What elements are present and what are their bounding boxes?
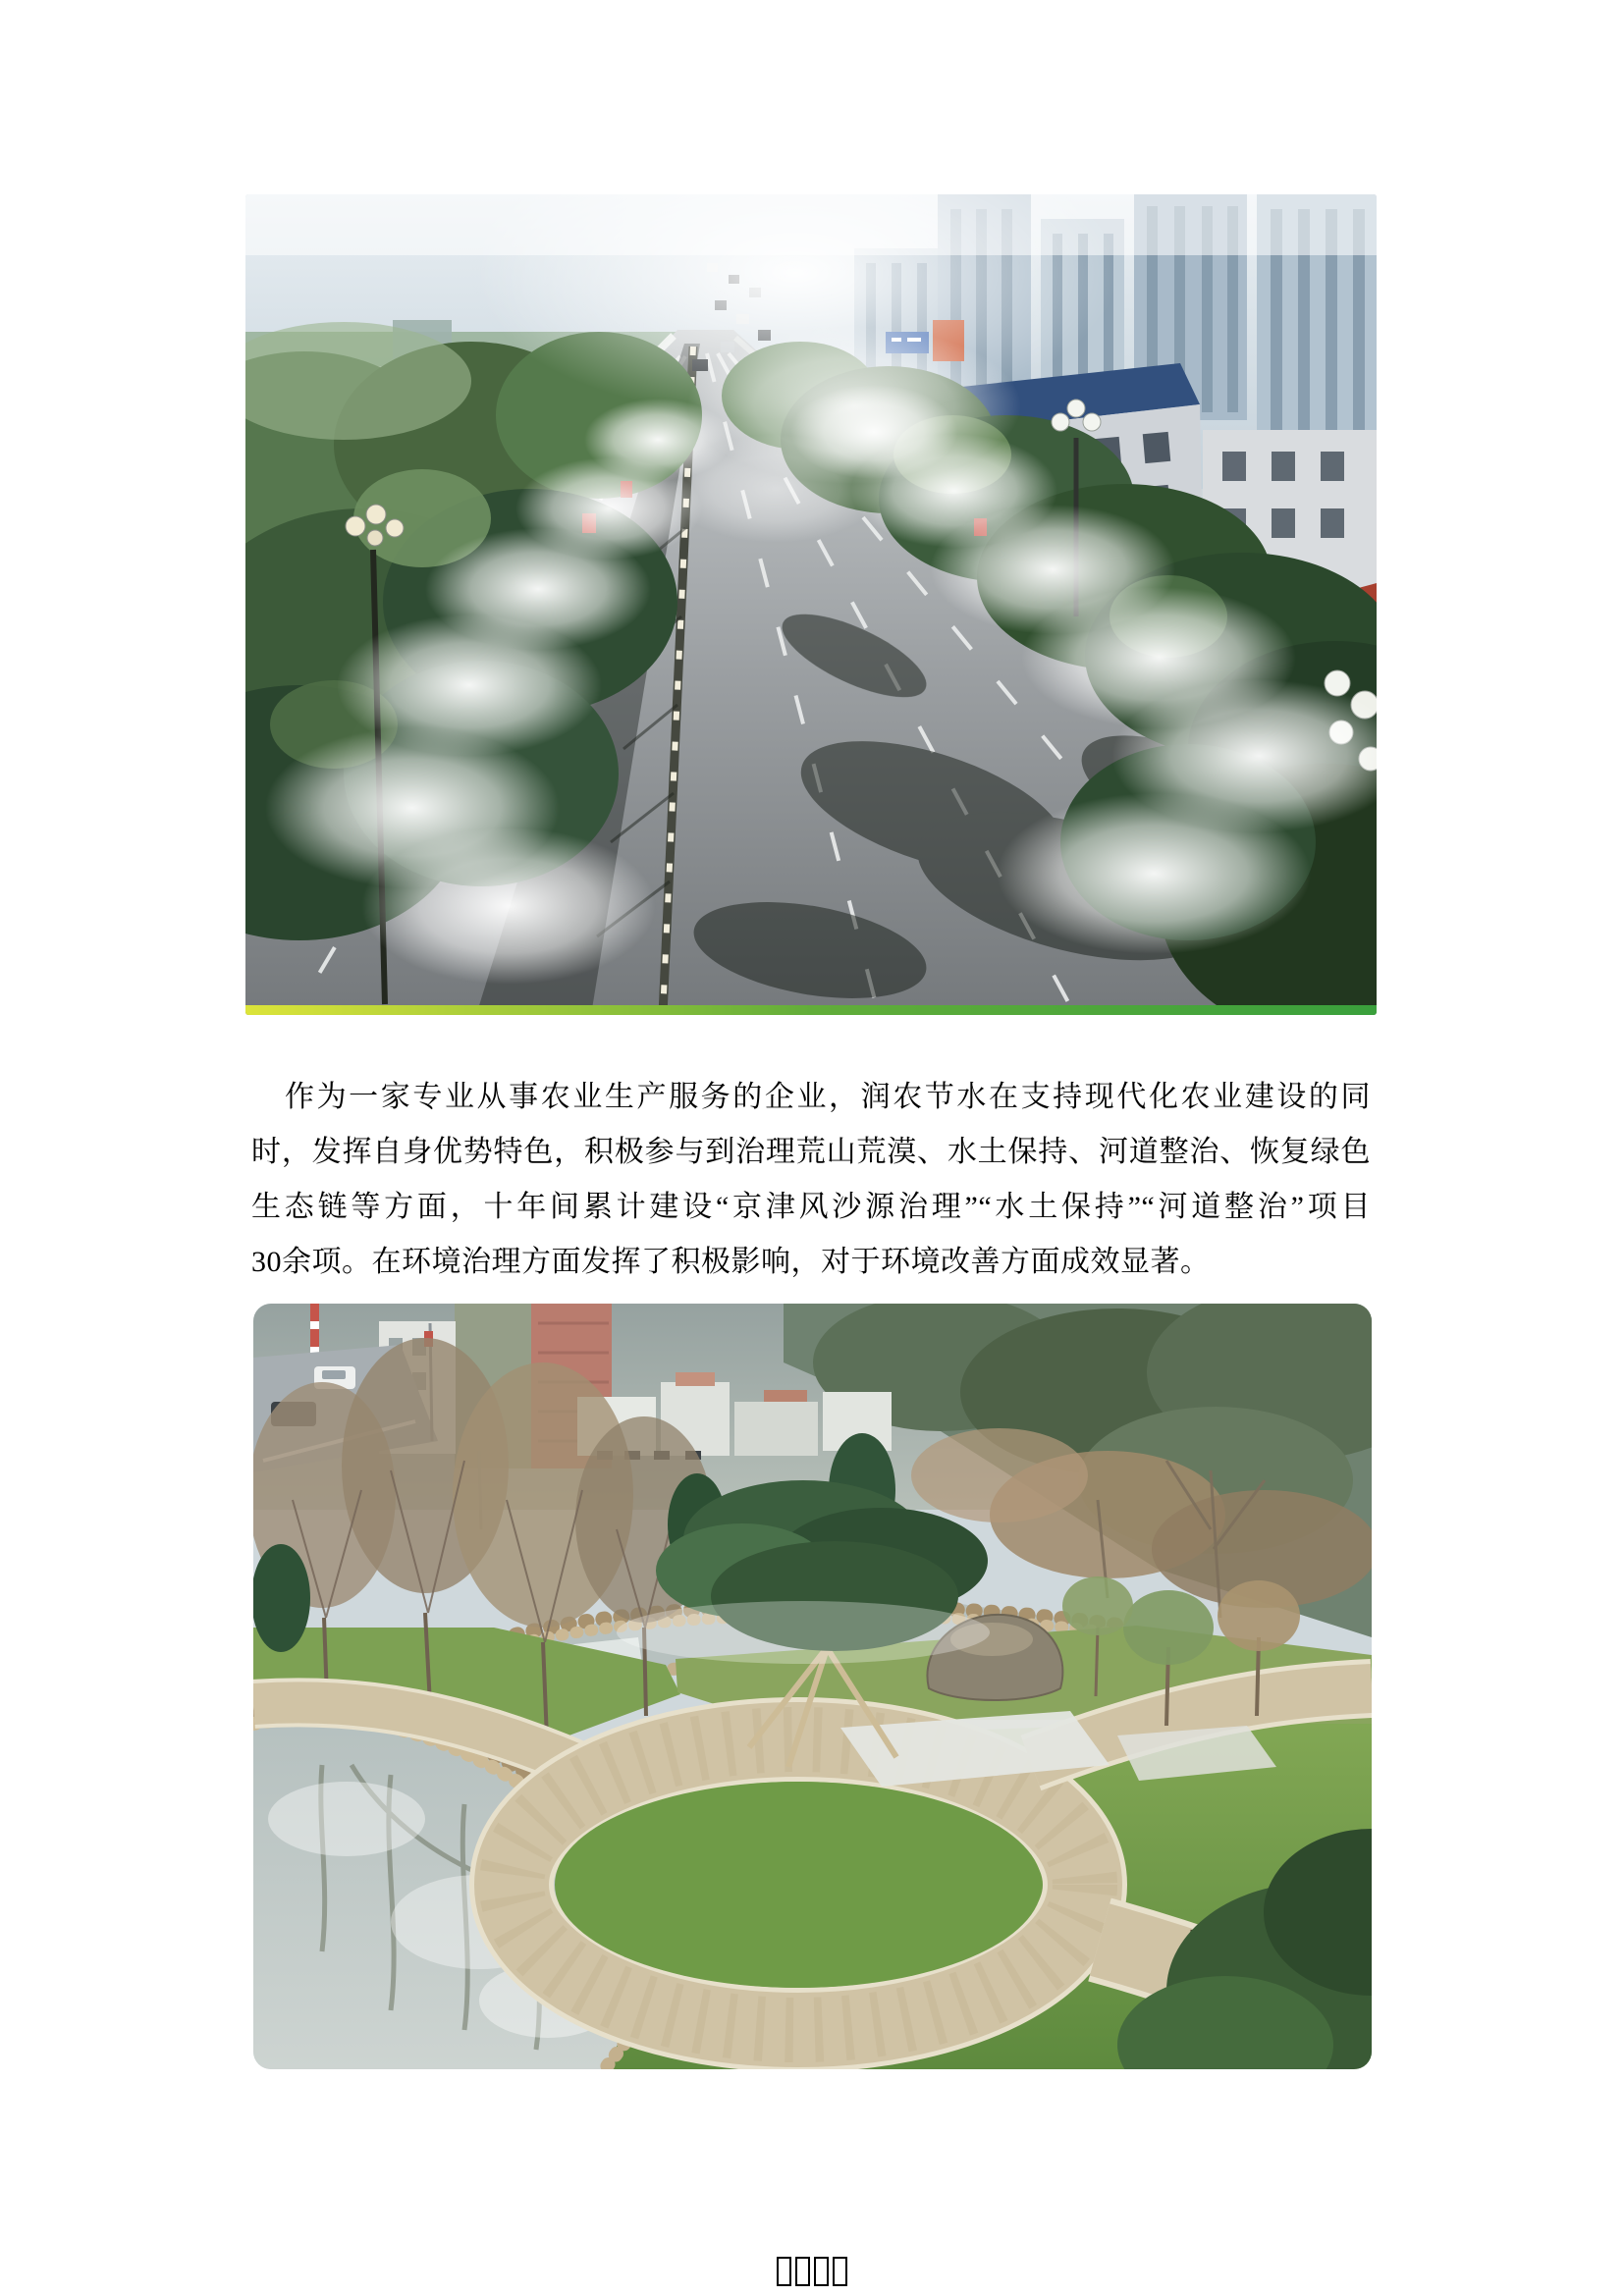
paragraph-line: 30余项。在环境治理方面发挥了积极影响，对于环境改善方面成效显著。 bbox=[251, 1246, 1211, 1278]
missing-glyph-box bbox=[795, 2257, 810, 2286]
green-strip bbox=[245, 1005, 1377, 1015]
page-footer bbox=[0, 2252, 1624, 2291]
paragraph-line: 作为一家专业从事农业生产服务的企业，润农节水在支持现代化农业建设的同 bbox=[285, 1081, 1371, 1113]
road-mist-spraying-photo bbox=[245, 194, 1377, 1015]
missing-glyph-box bbox=[814, 2257, 829, 2286]
missing-glyph-box bbox=[833, 2257, 847, 2286]
ring-path bbox=[512, 1739, 1085, 2030]
body-paragraph bbox=[251, 1070, 1371, 1290]
eco-park-photo bbox=[253, 1304, 1372, 2069]
footer-missing-glyphs bbox=[775, 2263, 849, 2279]
road-photo-illustration bbox=[245, 194, 1377, 1015]
ring-inner-grass bbox=[555, 1782, 1042, 1988]
park-photo-illustration bbox=[253, 1304, 1372, 2069]
water-haze bbox=[617, 1601, 990, 1664]
paragraph-line: 时，发挥自身优势特色，积极参与到治理荒山荒漠、水土保持、河道整治、恢复绿色 bbox=[251, 1136, 1371, 1168]
paragraph-line: 生态链等方面，十年间累计建设“京津风沙源治理”“水土保持”“河道整治”项目 bbox=[251, 1191, 1371, 1223]
missing-glyph-box bbox=[777, 2257, 791, 2286]
